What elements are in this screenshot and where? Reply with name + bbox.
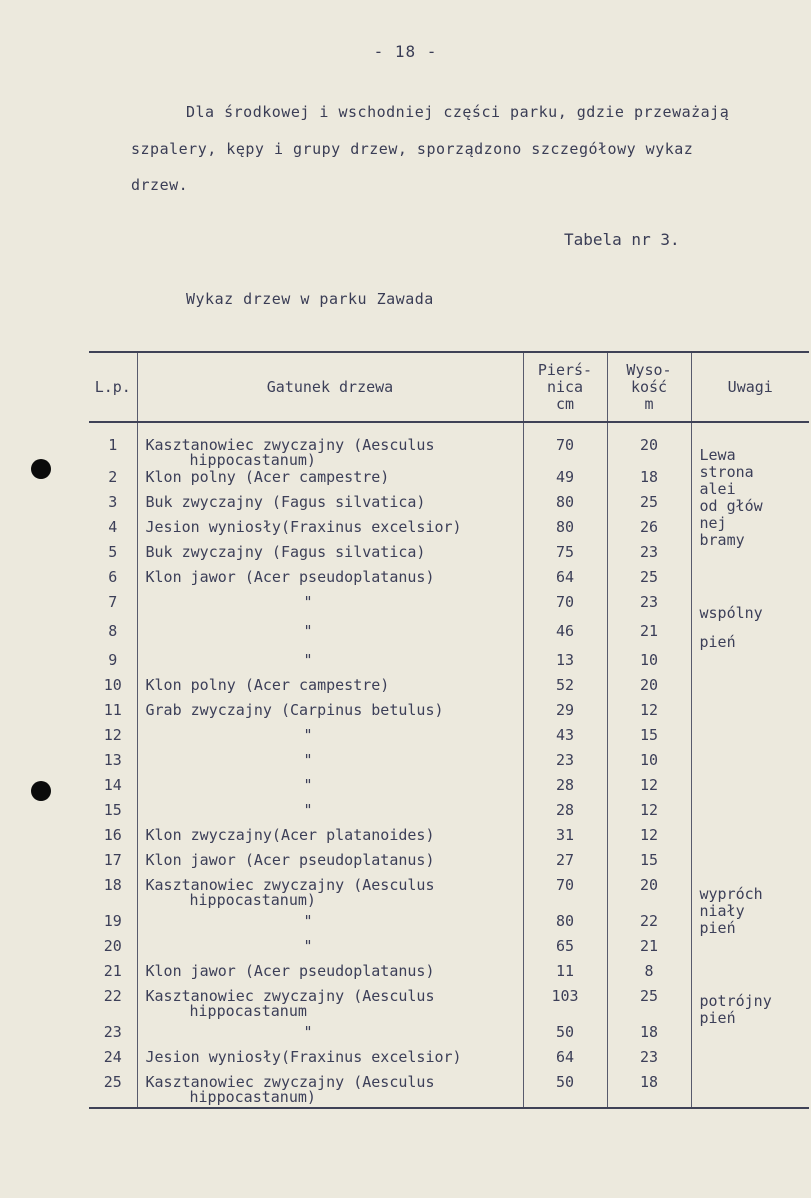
row-lp: 18 [103,876,122,894]
table-row [89,676,809,701]
row-height: 18 [607,1023,691,1048]
row-girth: 46 [523,622,607,651]
table-label: Tabela nr 3. [564,230,680,249]
row-species [137,776,523,801]
row-lp: 22 [103,987,122,1005]
species-name: Klon zwyczajny(Acer platanoides) [145,826,435,844]
row-lp: 1 [108,436,118,454]
row-height: 22 [607,912,691,937]
header-notes: Uwagi [691,352,809,422]
row-girth: 64 [523,568,607,593]
species-name: " [303,593,313,611]
row-girth: 80 [523,493,607,518]
species-name: Grab zwyczajny (Carpinus betulus) [145,701,444,719]
row-lp: 20 [103,937,122,955]
row-notes [691,776,809,801]
species-name: Buk zwyczajny (Fagus silvatica) [145,543,426,561]
row-girth: 11 [523,962,607,987]
species-name: Jesion wyniosły(Fraxinus excelsior) [145,1048,462,1066]
species-name: Kasztanowiec zwyczajny (Aesculus [145,876,435,894]
row-girth: 31 [523,826,607,851]
species-name: " [303,726,313,744]
row-species [137,1048,523,1073]
row-species [137,801,523,826]
row-girth: 70 [523,422,607,468]
table-row [89,987,809,1023]
row-species [137,987,523,1023]
row-lp: 19 [103,912,122,930]
row-notes [691,593,809,622]
row-species [137,568,523,593]
note-line: bramy [699,531,745,549]
row-species [137,622,523,651]
table-row [89,801,809,826]
row-girth: 70 [523,593,607,622]
species-name: Kasztanowiec zwyczajny (Aesculus [145,987,435,1005]
row-height: 23 [607,543,691,568]
row-species [137,422,523,468]
row-height: 25 [607,987,691,1023]
row-species [137,1023,523,1048]
row-species [137,912,523,937]
row-notes [691,851,809,876]
row-species [137,493,523,518]
row-girth: 23 [523,751,607,776]
row-notes [691,751,809,776]
row-lp: 23 [103,1023,122,1041]
row-height: 20 [607,422,691,468]
note-line: pień [699,1009,736,1027]
note-line: pień [699,919,736,937]
row-notes [691,1073,809,1108]
species-name: Klon jawor (Acer pseudoplatanus) [145,962,435,980]
row-height: 18 [607,1073,691,1108]
table-row [89,751,809,776]
row-notes [691,801,809,826]
punch-hole [31,459,51,479]
note-line: wypróch [699,885,763,903]
row-girth: 52 [523,676,607,701]
table-row [89,422,809,468]
row-species [137,468,523,493]
table-row [89,651,809,676]
row-height: 26 [607,518,691,543]
row-height: 15 [607,726,691,751]
row-notes [691,962,809,987]
table-row [89,1073,809,1108]
row-species [137,937,523,962]
row-lp: 16 [103,826,122,844]
row-species [137,676,523,701]
row-girth: 75 [523,543,607,568]
row-lp: 21 [103,962,122,980]
row-notes [691,701,809,726]
row-height: 23 [607,1048,691,1073]
tree-table [89,351,809,1109]
row-girth: 70 [523,876,607,912]
species-name-cont: hippocastanum) [189,891,316,909]
row-lp: 12 [103,726,122,744]
note-line: Lewa [699,446,736,464]
row-height: 10 [607,751,691,776]
row-height: 15 [607,851,691,876]
row-height: 18 [607,468,691,493]
row-species [137,518,523,543]
note-line: potrójny [699,992,772,1010]
row-species [137,593,523,622]
header-lp: L.p. [89,352,137,422]
row-height: 12 [607,776,691,801]
table-row [89,962,809,987]
row-lp: 11 [103,701,122,719]
row-height: 20 [607,676,691,701]
page-number: - 18 - [373,42,438,61]
row-girth: 27 [523,851,607,876]
species-name-cont: hippocastanum) [189,1088,316,1106]
row-lp: 6 [108,568,118,586]
row-lp: 15 [103,801,122,819]
species-name: " [303,751,313,769]
table-row [89,593,809,622]
header-species: Gatunek drzewa [137,352,523,422]
intro-line-1: Dla środkowej i wschodniej części parku, gdzie przeważają [186,103,730,121]
row-species [137,826,523,851]
row-lp: 14 [103,776,122,794]
row-species [137,726,523,751]
row-girth: 80 [523,518,607,543]
row-height: 21 [607,937,691,962]
row-girth: 50 [523,1023,607,1048]
row-notes [691,676,809,701]
row-notes [691,651,809,676]
row-species [137,701,523,726]
species-name: Kasztanowiec zwyczajny (Aesculus [145,436,435,454]
header-girth: Pierś- nica cm [523,352,607,422]
note-line: pień [699,633,736,651]
row-girth: 43 [523,726,607,751]
species-name: Buk zwyczajny (Fagus silvatica) [145,493,426,511]
row-notes [691,422,809,593]
note-line: strona [699,463,754,481]
species-name: Kasztanowiec zwyczajny (Aesculus [145,1073,435,1091]
species-name-cont: hippocastanum [189,1002,307,1020]
intro-line-3: drzew. [131,176,189,194]
row-height: 12 [607,826,691,851]
row-height: 8 [607,962,691,987]
row-girth: 28 [523,776,607,801]
row-height: 20 [607,876,691,912]
header-height: Wyso- kość m [607,352,691,422]
row-notes [691,826,809,851]
table-row [89,826,809,851]
table-row [89,726,809,751]
row-height: 25 [607,568,691,593]
table-row [89,622,809,651]
table-row [89,876,809,912]
note-line: alei [699,480,736,498]
row-species [137,962,523,987]
table-row [89,701,809,726]
species-name-cont: hippocastanum) [189,451,316,469]
row-girth: 80 [523,912,607,937]
row-lp: 3 [108,493,118,511]
species-name: Klon jawor (Acer pseudoplatanus) [145,851,435,869]
row-lp: 10 [103,676,122,694]
table-row [89,1048,809,1073]
table-row [89,851,809,876]
row-notes [691,876,809,962]
row-lp: 8 [108,622,118,640]
row-height: 12 [607,701,691,726]
note-line: niały [699,902,745,920]
note-line: nej [699,514,727,532]
row-lp: 25 [89,1073,137,1108]
species-name: " [303,651,313,669]
row-notes [691,987,809,1048]
row-lp: 5 [108,543,118,561]
row-lp: 4 [108,518,118,536]
species-name: " [303,937,313,955]
row-girth: 28 [523,801,607,826]
species-name: Klon jawor (Acer pseudoplatanus) [145,568,435,586]
row-girth: 64 [523,1048,607,1073]
row-species [137,876,523,912]
row-girth: 103 [523,987,607,1023]
species-name: " [303,1023,313,1041]
row-species [137,751,523,776]
row-height: 21 [607,622,691,651]
row-species [137,543,523,568]
row-girth: 13 [523,651,607,676]
row-height: 10 [607,651,691,676]
row-species [137,851,523,876]
punch-hole [31,781,51,801]
species-name: Klon polny (Acer campestre) [145,676,390,694]
row-height: 23 [607,593,691,622]
species-name: Jesion wyniosły(Fraxinus excelsior) [145,518,462,536]
species-name: " [303,912,313,930]
intro-line-2: szpalery, kępy i grupy drzew, sporządzono szczegółowy wykaz [131,140,694,158]
row-lp: 24 [103,1048,122,1066]
species-name: " [303,622,313,640]
table-title: Wykaz drzew w parku Zawada [186,290,434,308]
row-lp: 13 [103,751,122,769]
row-lp: 7 [108,593,118,611]
row-notes [691,622,809,651]
row-girth: 50 [523,1073,607,1108]
species-name: " [303,776,313,794]
row-notes [691,726,809,751]
row-species [137,1073,523,1108]
row-height: 25 [607,493,691,518]
note-line: wspólny [699,604,763,622]
row-girth: 65 [523,937,607,962]
row-species [137,651,523,676]
row-lp: 17 [103,851,122,869]
table-header-row [89,352,809,422]
row-girth: 29 [523,701,607,726]
table-row [89,776,809,801]
species-name: " [303,801,313,819]
row-notes [691,1048,809,1073]
note-line: od głów [699,497,763,515]
table-body [89,422,809,1108]
row-girth: 49 [523,468,607,493]
row-height: 12 [607,801,691,826]
species-name: Klon polny (Acer campestre) [145,468,390,486]
row-lp: 2 [108,468,118,486]
row-lp: 9 [108,651,118,669]
